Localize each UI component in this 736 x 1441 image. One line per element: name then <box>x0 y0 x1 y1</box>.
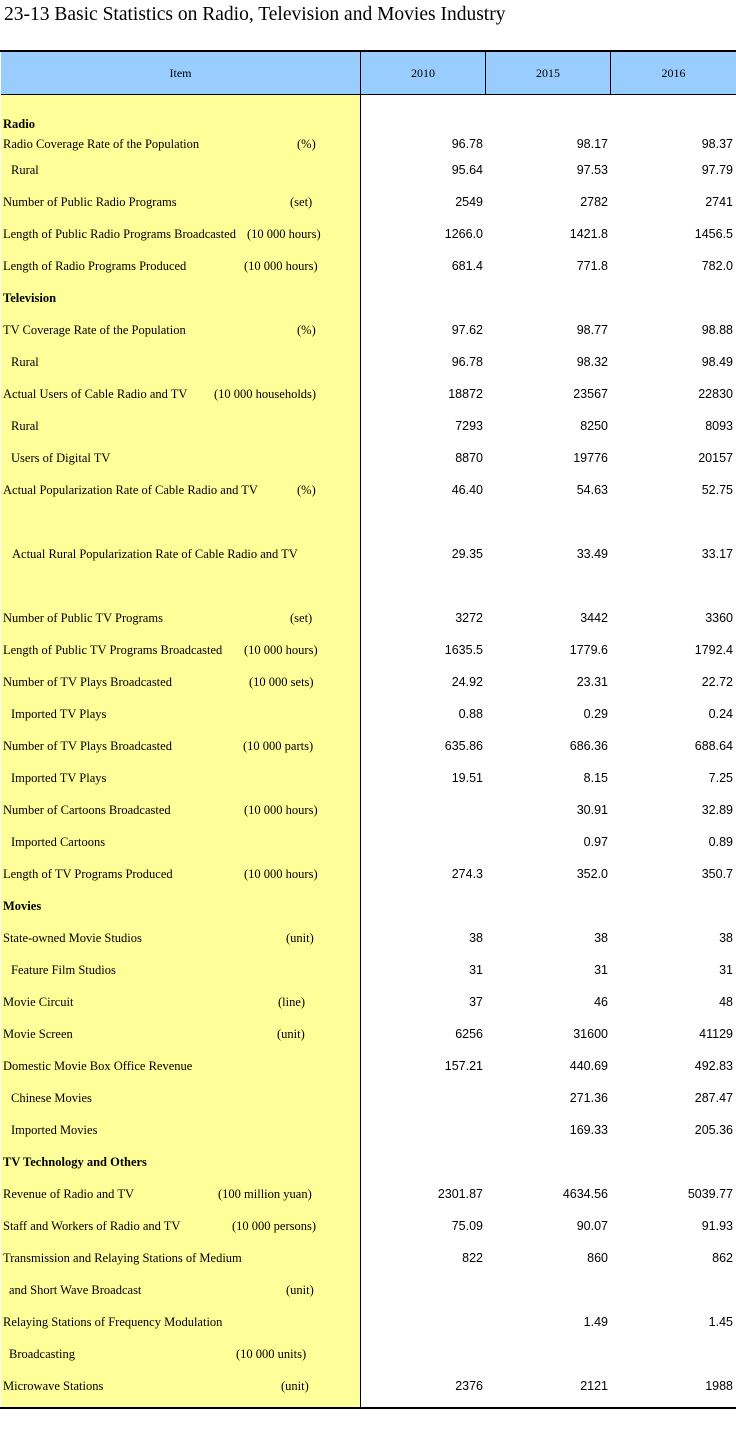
row-label: Number of Public TV Programs <box>3 611 163 625</box>
section-header-row <box>0 899 736 919</box>
value-2016: 1456.5 <box>694 227 733 241</box>
row-label: Revenue of Radio and TV <box>3 1187 134 1201</box>
row-unit: (line) <box>278 995 306 1009</box>
row-label: Staff and Workers of Radio and TV <box>3 1219 181 1233</box>
row-label: Chinese Movies <box>11 1091 92 1105</box>
value-2015: 271.36 <box>569 1091 608 1105</box>
table-row <box>0 803 736 823</box>
row-unit: (%) <box>297 137 316 151</box>
row-label: Actual Popularization Rate of Cable Radio and TV <box>3 483 258 497</box>
table-row <box>0 1283 736 1303</box>
page-title: 23-13 Basic Statistics on Radio, Television and Movies Industry <box>4 4 506 25</box>
value-2015: 31 <box>594 963 608 977</box>
value-2015: 0.29 <box>583 707 608 721</box>
value-2010: 274.3 <box>451 867 483 881</box>
value-2015: 169.33 <box>569 1123 608 1137</box>
value-2016: 2741 <box>705 195 733 209</box>
row-unit: (10 000 sets) <box>249 675 314 689</box>
row-label: Movie Screen <box>3 1027 73 1041</box>
row-unit: (10 000 hours) <box>244 803 318 817</box>
value-2016: 492.83 <box>694 1059 733 1073</box>
value-2015: 23567 <box>573 387 608 401</box>
row-unit: (10 000 hours) <box>244 259 318 273</box>
value-2010: 46.40 <box>451 483 483 497</box>
value-2016: 32.89 <box>701 803 733 817</box>
table-row <box>0 675 736 695</box>
table-row <box>0 195 736 215</box>
table-row <box>0 963 736 983</box>
row-label: Number of TV Plays Broadcasted <box>3 675 172 689</box>
value-2016: 1.45 <box>708 1315 733 1329</box>
value-2016: 98.49 <box>701 355 733 369</box>
value-2016: 97.79 <box>701 163 733 177</box>
table-row <box>0 323 736 343</box>
value-2015: 30.91 <box>576 803 608 817</box>
row-label: Broadcasting <box>9 1347 75 1361</box>
value-2010: 95.64 <box>451 163 483 177</box>
value-2015: 8.15 <box>583 771 608 785</box>
value-2010: 8870 <box>455 451 483 465</box>
row-unit: (10 000 hours) <box>244 867 318 881</box>
value-2015: 1421.8 <box>569 227 608 241</box>
row-label: Number of Cartoons Broadcasted <box>3 803 171 817</box>
section-title: Television <box>3 291 57 305</box>
row-unit: (set) <box>290 611 313 625</box>
value-2015: 8250 <box>580 419 608 433</box>
value-2016: 1792.4 <box>694 643 733 657</box>
value-2015: 98.77 <box>576 323 608 337</box>
row-label: Users of Digital TV <box>11 451 111 465</box>
value-2010: 75.09 <box>451 1219 483 1233</box>
value-2016: 8093 <box>705 419 733 433</box>
value-2016: 20157 <box>698 451 733 465</box>
value-2015: 33.49 <box>576 547 608 561</box>
row-unit: (unit) <box>286 1283 314 1297</box>
header-year-2010: 2010 <box>361 52 486 94</box>
table-row <box>0 739 736 759</box>
header-year-2015: 2015 <box>486 52 611 94</box>
row-label: Movie Circuit <box>3 995 74 1009</box>
value-2010: 3272 <box>455 611 483 625</box>
row-unit: (unit) <box>277 1027 305 1041</box>
section-title: Radio <box>3 117 35 131</box>
value-2010: 97.62 <box>451 323 483 337</box>
row-unit: (%) <box>297 483 316 497</box>
row-unit: (unit) <box>281 1379 309 1393</box>
row-label: Imported Movies <box>11 1123 98 1137</box>
table-row <box>0 1315 736 1335</box>
value-2010: 37 <box>469 995 483 1009</box>
value-2016: 287.47 <box>694 1091 733 1105</box>
value-2015: 46 <box>594 995 608 1009</box>
table-row <box>0 1219 736 1239</box>
value-2016: 31 <box>719 963 733 977</box>
row-label: Transmission and Relaying Stations of Medium <box>3 1251 242 1265</box>
row-unit: (10 000 hours) <box>244 643 318 657</box>
value-2016: 33.17 <box>701 547 733 561</box>
table-row <box>0 451 736 471</box>
table-row <box>0 137 736 157</box>
table-row <box>0 707 736 727</box>
table-row <box>0 1251 736 1271</box>
table-row <box>0 867 736 887</box>
value-2010: 2376 <box>455 1379 483 1393</box>
row-label: Length of TV Programs Produced <box>3 867 173 881</box>
row-label: Imported Cartoons <box>11 835 106 849</box>
row-unit: (10 000 households) <box>214 387 317 401</box>
table-row <box>0 931 736 951</box>
value-2010: 19.51 <box>451 771 483 785</box>
row-label: Actual Users of Cable Radio and TV <box>3 387 188 401</box>
row-label: Imported TV Plays <box>11 771 107 785</box>
table-row <box>0 643 736 663</box>
header-item: Item <box>1 52 361 94</box>
value-2015: 98.32 <box>576 355 608 369</box>
value-2015: 38 <box>594 931 608 945</box>
row-label: Length of Public Radio Programs Broadcasted <box>3 227 236 241</box>
row-label: State-owned Movie Studios <box>3 931 142 945</box>
value-2010: 2301.87 <box>437 1187 483 1201</box>
value-2016: 205.36 <box>694 1123 733 1137</box>
value-2015: 860 <box>587 1251 608 1265</box>
value-2015: 4634.56 <box>562 1187 608 1201</box>
value-2010: 38 <box>469 931 483 945</box>
value-2015: 1.49 <box>583 1315 608 1329</box>
value-2016: 48 <box>719 995 733 1009</box>
row-label: Actual Rural Popularization Rate of Cable Radio and TV <box>12 547 298 561</box>
value-2016: 688.64 <box>694 739 733 753</box>
table-row <box>0 259 736 279</box>
table-row <box>0 771 736 791</box>
row-label: Rural <box>11 419 39 433</box>
row-label: Radio Coverage Rate of the Population <box>3 137 200 151</box>
table-row <box>0 387 736 407</box>
row-label: Feature Film Studios <box>11 963 116 977</box>
value-2010: 2549 <box>455 195 483 209</box>
row-label: Domestic Movie Box Office Revenue <box>3 1059 193 1073</box>
value-2010: 822 <box>462 1251 483 1265</box>
value-2016: 22830 <box>698 387 733 401</box>
row-label: and Short Wave Broadcast <box>9 1283 142 1297</box>
row-unit: (100 million yuan) <box>218 1187 312 1201</box>
value-2016: 5039.77 <box>687 1187 733 1201</box>
value-2010: 18872 <box>448 387 483 401</box>
table-row <box>0 995 736 1015</box>
value-2015: 31600 <box>573 1027 608 1041</box>
value-2016: 0.89 <box>708 835 733 849</box>
value-2015: 54.63 <box>576 483 608 497</box>
value-2016: 862 <box>712 1251 733 1265</box>
value-2015: 97.53 <box>576 163 608 177</box>
row-unit: (10 000 parts) <box>243 739 314 753</box>
value-2015: 440.69 <box>569 1059 608 1073</box>
value-2016: 1988 <box>705 1379 733 1393</box>
value-2016: 52.75 <box>701 483 733 497</box>
row-label: Relaying Stations of Frequency Modulation <box>3 1315 223 1329</box>
section-title: Movies <box>3 899 42 913</box>
row-label: Length of Public TV Programs Broadcasted <box>3 643 223 657</box>
table-row <box>0 835 736 855</box>
value-2016: 3360 <box>705 611 733 625</box>
row-unit: (10 000 units) <box>236 1347 307 1361</box>
value-2015: 2121 <box>580 1379 608 1393</box>
value-2016: 38 <box>719 931 733 945</box>
header-year-2016: 2016 <box>661 66 686 80</box>
table-row <box>0 611 736 631</box>
table-row <box>0 1027 736 1047</box>
bottom-rule <box>0 1407 736 1409</box>
value-2015: 3442 <box>580 611 608 625</box>
value-2010: 31 <box>469 963 483 977</box>
value-2010: 157.21 <box>444 1059 483 1073</box>
row-label: Number of Public Radio Programs <box>3 195 177 209</box>
section-header-row <box>0 291 736 311</box>
table-row <box>0 1187 736 1207</box>
value-2010: 681.4 <box>451 259 483 273</box>
value-2010: 635.86 <box>444 739 483 753</box>
value-2015: 686.36 <box>569 739 608 753</box>
row-unit: (10 000 hours) <box>247 227 321 241</box>
value-2015: 19776 <box>573 451 608 465</box>
table-row <box>0 547 736 567</box>
table-row <box>0 1059 736 1079</box>
value-2015: 90.07 <box>576 1219 608 1233</box>
value-2016: 7.25 <box>708 771 733 785</box>
table-row <box>0 227 736 247</box>
value-2016: 782.0 <box>701 259 733 273</box>
section-header-row <box>0 1155 736 1175</box>
value-2010: 96.78 <box>451 355 483 369</box>
value-2010: 1266.0 <box>444 227 483 241</box>
value-2010: 6256 <box>455 1027 483 1041</box>
table-row <box>0 163 736 183</box>
value-2010: 96.78 <box>451 137 483 151</box>
value-2010: 29.35 <box>451 547 483 561</box>
table-row <box>0 1379 736 1399</box>
value-2015: 2782 <box>580 195 608 209</box>
value-2010: 1635.5 <box>444 643 483 657</box>
row-unit: (10 000 persons) <box>232 1219 317 1233</box>
value-2015: 98.17 <box>576 137 608 151</box>
section-title: TV Technology and Others <box>3 1155 147 1169</box>
row-label: Microwave Stations <box>3 1379 104 1393</box>
value-2010: 7293 <box>455 419 483 433</box>
row-unit: (%) <box>297 323 316 337</box>
value-2015: 352.0 <box>576 867 608 881</box>
row-label: Number of TV Plays Broadcasted <box>3 739 172 753</box>
table-row <box>0 355 736 375</box>
table-row <box>0 419 736 439</box>
row-unit: (set) <box>290 195 313 209</box>
value-2016: 350.7 <box>701 867 733 881</box>
row-label: Rural <box>11 355 39 369</box>
value-2016: 98.37 <box>701 137 733 151</box>
value-2016: 98.88 <box>701 323 733 337</box>
table-row <box>0 1347 736 1367</box>
section-header-row <box>0 117 736 137</box>
value-2015: 1779.6 <box>569 643 608 657</box>
value-2015: 23.31 <box>576 675 608 689</box>
row-unit: (unit) <box>286 931 314 945</box>
table-row <box>0 1123 736 1143</box>
value-2010: 24.92 <box>451 675 483 689</box>
value-2015: 0.97 <box>583 835 608 849</box>
table-header <box>1 52 736 95</box>
value-2016: 0.24 <box>708 707 733 721</box>
row-label: Imported TV Plays <box>11 707 107 721</box>
value-2016: 91.93 <box>701 1219 733 1233</box>
table-row <box>0 1091 736 1111</box>
value-2010: 0.88 <box>458 707 483 721</box>
row-label: Rural <box>11 163 39 177</box>
value-2016: 41129 <box>699 1027 733 1041</box>
row-label: TV Coverage Rate of the Population <box>3 323 186 337</box>
value-2016: 22.72 <box>701 675 733 689</box>
table-row <box>0 483 736 503</box>
row-label: Length of Radio Programs Produced <box>3 259 187 273</box>
value-2015: 771.8 <box>576 259 608 273</box>
